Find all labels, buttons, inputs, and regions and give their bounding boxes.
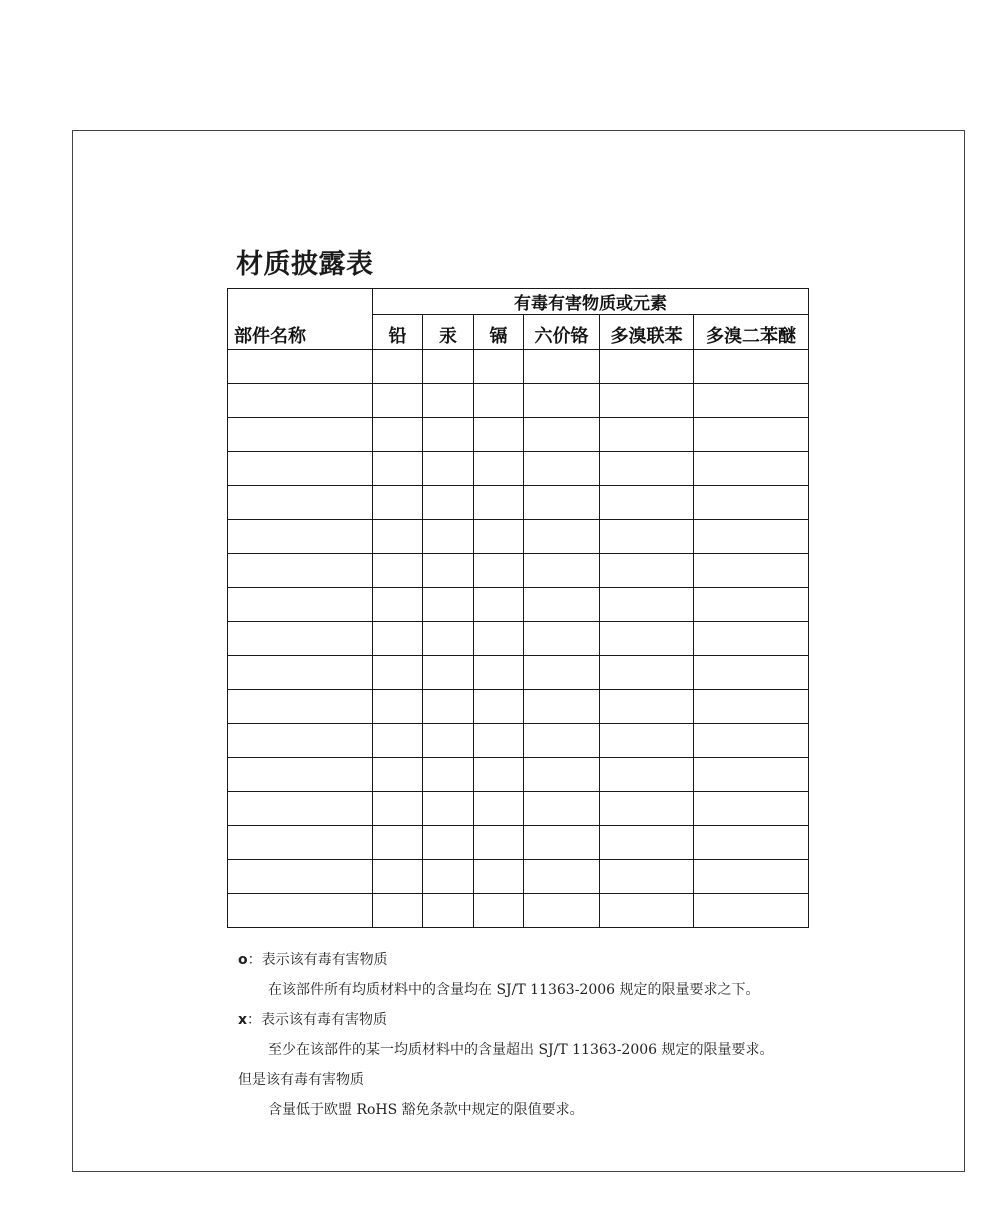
substance-cell: [474, 656, 524, 690]
substance-cell: [373, 588, 423, 622]
substance-cell: [474, 486, 524, 520]
substance-cell: [423, 792, 474, 826]
substance-cell: [423, 350, 474, 384]
table-row: [228, 690, 809, 724]
substance-cell: [373, 792, 423, 826]
substance-cell: [474, 554, 524, 588]
substance-cell: [524, 350, 600, 384]
substance-cell: [600, 792, 694, 826]
substance-cell: [694, 520, 809, 554]
part-name-cell: [228, 894, 373, 928]
substance-cell: [373, 724, 423, 758]
substance-cell: [373, 486, 423, 520]
substance-cell: [474, 588, 524, 622]
part-name-cell: [228, 656, 373, 690]
substance-cell: [423, 656, 474, 690]
substance-cell: [373, 826, 423, 860]
o-symbol: o: [238, 952, 248, 968]
substance-cell: [423, 588, 474, 622]
column-header-lead: 铅: [373, 315, 423, 350]
part-name-cell: [228, 860, 373, 894]
substance-cell: [474, 826, 524, 860]
substance-cell: [474, 758, 524, 792]
substance-cell: [474, 350, 524, 384]
part-name-cell: [228, 792, 373, 826]
substance-cell: [423, 690, 474, 724]
note-o: [238, 945, 878, 975]
material-disclosure-table: [227, 288, 809, 928]
part-name-cell: [228, 724, 373, 758]
column-header-mercury: 汞: [423, 315, 474, 350]
substance-cell: [600, 554, 694, 588]
substance-cell: [524, 622, 600, 656]
substance-cell: [474, 792, 524, 826]
substance-cell: [474, 724, 524, 758]
part-name-cell: [228, 418, 373, 452]
substance-cell: [423, 486, 474, 520]
table-row: [228, 554, 809, 588]
legend-notes: [238, 945, 878, 1125]
part-name-header: 部件名称: [228, 289, 373, 350]
substance-cell: [694, 554, 809, 588]
part-name-cell: [228, 554, 373, 588]
substance-cell: [600, 894, 694, 928]
substance-cell: [524, 894, 600, 928]
substance-cell: [694, 860, 809, 894]
table-row: [228, 792, 809, 826]
substance-cell: [423, 860, 474, 894]
part-name-cell: [228, 520, 373, 554]
part-name-cell: [228, 622, 373, 656]
substance-cell: [524, 418, 600, 452]
substance-cell: [423, 520, 474, 554]
table-row: [228, 758, 809, 792]
table-row: [228, 656, 809, 690]
substance-cell: [600, 350, 694, 384]
part-name-cell: [228, 588, 373, 622]
table-row: [228, 350, 809, 384]
substance-cell: [423, 826, 474, 860]
substance-cell: [694, 622, 809, 656]
note-but-detail: 含量低于欧盟 RoHS 豁免条款中规定的限值要求。: [268, 1102, 584, 1118]
substance-cell: [474, 690, 524, 724]
table-row: [228, 520, 809, 554]
page-title: 材质披露表: [236, 249, 374, 280]
part-name-cell: [228, 690, 373, 724]
substance-cell: [600, 860, 694, 894]
substance-cell: [600, 418, 694, 452]
substance-cell: [373, 622, 423, 656]
substance-cell: [524, 758, 600, 792]
table-row: [228, 826, 809, 860]
substance-cell: [600, 622, 694, 656]
substance-cell: [474, 622, 524, 656]
substance-cell: [694, 894, 809, 928]
substance-cell: [474, 384, 524, 418]
substance-cell: [600, 588, 694, 622]
substance-cell: [694, 588, 809, 622]
part-name-cell: [228, 452, 373, 486]
substance-cell: [524, 554, 600, 588]
substance-cell: [600, 452, 694, 486]
substance-cell: [694, 486, 809, 520]
column-header-hexavalent-chromium: 六价铬: [524, 315, 600, 350]
x-label: ：表示该有毒有害物质: [247, 1012, 388, 1028]
column-header-pbde: 多溴二苯醚: [694, 315, 809, 350]
substance-cell: [524, 792, 600, 826]
substance-cell: [694, 418, 809, 452]
substance-cell: [373, 758, 423, 792]
note-x: [238, 1005, 878, 1035]
substance-cell: [373, 894, 423, 928]
substance-cell: [423, 452, 474, 486]
substance-cell: [694, 350, 809, 384]
part-name-cell: [228, 826, 373, 860]
substance-cell: [373, 860, 423, 894]
substance-cell: [600, 486, 694, 520]
part-name-cell: [228, 350, 373, 384]
substance-cell: [524, 452, 600, 486]
substance-cell: [524, 588, 600, 622]
substance-cell: [423, 554, 474, 588]
substance-cell: [524, 724, 600, 758]
substance-cell: [423, 418, 474, 452]
part-name-cell: [228, 384, 373, 418]
substance-cell: [524, 520, 600, 554]
substance-cell: [373, 520, 423, 554]
substance-cell: [694, 826, 809, 860]
substance-cell: [474, 418, 524, 452]
substance-cell: [694, 656, 809, 690]
substance-cell: [423, 758, 474, 792]
substance-cell: [694, 452, 809, 486]
table-row: [228, 894, 809, 928]
substance-cell: [474, 860, 524, 894]
part-name-cell: [228, 486, 373, 520]
substance-cell: [694, 384, 809, 418]
substance-cell: [694, 758, 809, 792]
substance-cell: [600, 520, 694, 554]
substance-cell: [423, 384, 474, 418]
substance-cell: [373, 350, 423, 384]
substance-cell: [373, 554, 423, 588]
column-header-cadmium: 镉: [474, 315, 524, 350]
table-row: [228, 486, 809, 520]
substance-cell: [694, 792, 809, 826]
substance-cell: [423, 724, 474, 758]
table-row: [228, 384, 809, 418]
substance-cell: [524, 486, 600, 520]
substance-cell: [600, 656, 694, 690]
substance-cell: [373, 690, 423, 724]
substance-cell: [373, 656, 423, 690]
substance-cell: [474, 520, 524, 554]
substance-cell: [423, 622, 474, 656]
substance-cell: [474, 894, 524, 928]
substance-cell: [524, 656, 600, 690]
substance-cell: [694, 690, 809, 724]
x-symbol: x: [238, 1012, 248, 1028]
substance-cell: [600, 826, 694, 860]
table-row: [228, 588, 809, 622]
note-o-detail: 在该部件所有均质材料中的含量均在 SJ/T 11363-2006 规定的限量要求之下。: [268, 982, 760, 998]
substance-cell: [373, 418, 423, 452]
substance-cell: [423, 894, 474, 928]
table-row: [228, 418, 809, 452]
part-name-cell: [228, 758, 373, 792]
substance-cell: [524, 860, 600, 894]
substance-cell: [694, 724, 809, 758]
note-x-detail: 至少在该部件的某一均质材料中的含量超出 SJ/T 11363-2006 规定的限量要求。: [268, 1042, 774, 1058]
table-row: [228, 452, 809, 486]
table-row: [228, 724, 809, 758]
substance-cell: [600, 724, 694, 758]
note-but: 但是该有毒有害物质: [238, 1072, 364, 1088]
substance-cell: [600, 384, 694, 418]
substance-cell: [524, 690, 600, 724]
substance-cell: [524, 384, 600, 418]
table-row: [228, 860, 809, 894]
column-header-pbb: 多溴联苯: [600, 315, 694, 350]
substance-cell: [524, 826, 600, 860]
hazardous-substances-header: 有毒有害物质或元素: [373, 289, 809, 315]
substance-cell: [600, 758, 694, 792]
table-row: [228, 622, 809, 656]
substance-cell: [373, 384, 423, 418]
substance-cell: [474, 452, 524, 486]
o-label: ：表示该有毒有害物质: [247, 952, 388, 968]
substance-cell: [373, 452, 423, 486]
substance-cell: [600, 690, 694, 724]
